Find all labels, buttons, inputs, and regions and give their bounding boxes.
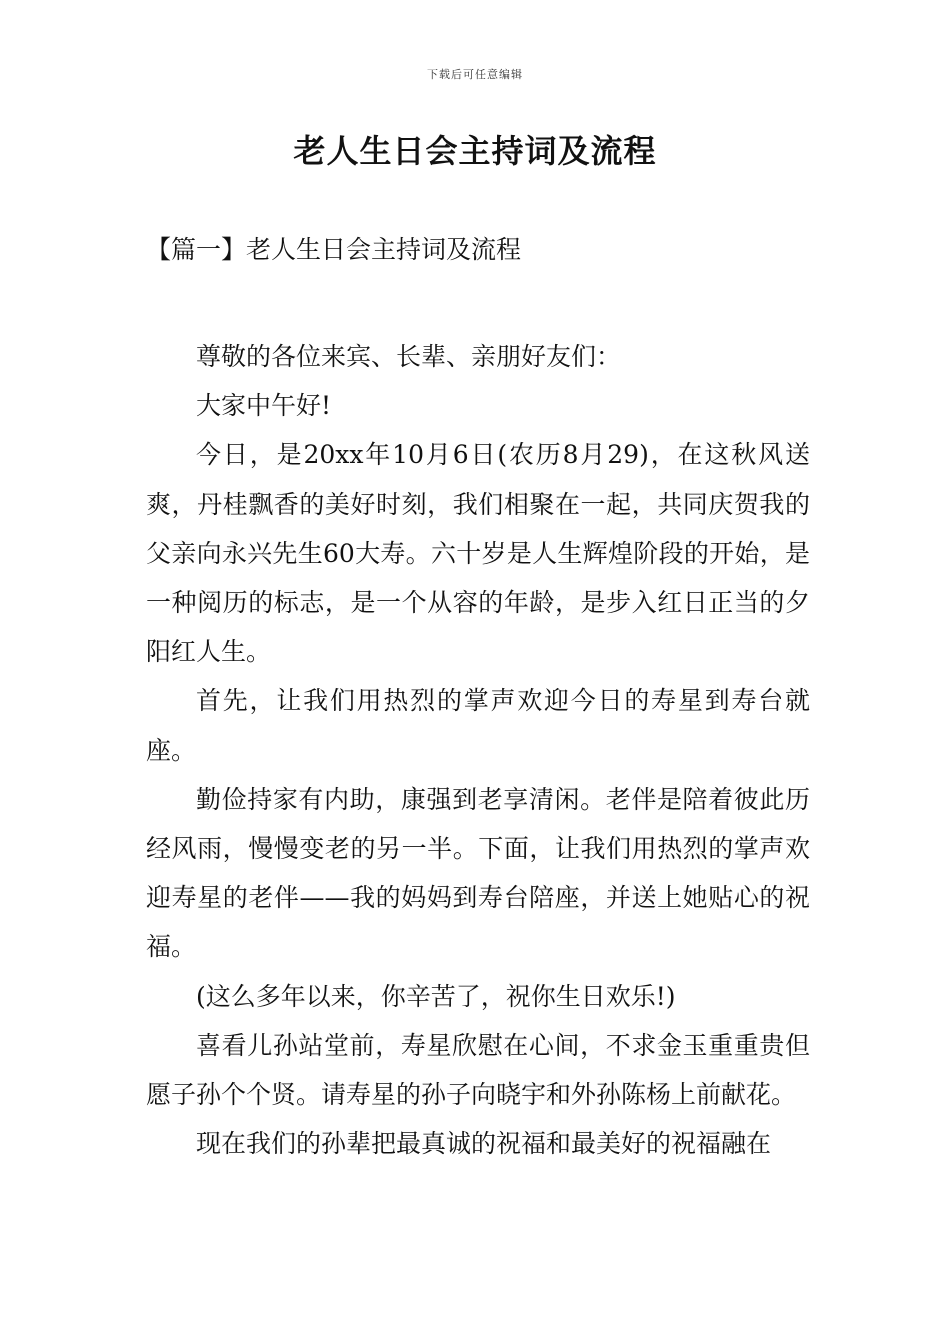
paragraph-hello: 大家中午好! (196, 391, 332, 421)
section-heading: 【篇一】老人生日会主持词及流程 (146, 235, 522, 264)
paragraph-grandchildren: 喜看儿孙站堂前，寿星欣慰在心间，不求金玉重重贵但愿子孙个个贤。请寿星的孙子向晓宇和外孙陈杨上前献花。 (146, 1030, 810, 1110)
document-title: 老人生日会主持词及流程 (293, 132, 657, 170)
paragraph-spouse: 勤俭持家有内助，康强到老享清闲。老伴是陪着彼此历经风雨，慢慢变老的另一半。下面，让我们用热烈的掌声欢迎寿星的老伴——我的妈妈到寿台陪座，并送上她贴心的祝福。 (146, 784, 810, 962)
body-text (146, 332, 810, 1168)
paragraph-greeting: 尊敬的各位来宾、长辈、亲朋好友们： (196, 342, 622, 371)
paragraph-blessing: 现在我们的孙辈把最真诚的祝福和最美好的祝福融在 (196, 1129, 772, 1159)
paragraph-wishes: (这么多年以来，你辛苦了，祝你生日欢乐!) (196, 981, 676, 1011)
paragraph-date: 今日，是20xx年10月6日(农历8月29)，在这秋风送爽，丹桂飘香的美好时刻，我们相聚在一起，共同庆贺我的父亲向永兴先生60大寿。六十岁是人生辉煌阶段的开始，是一种阅历的标志，是一个从容的年龄，是步入红日正当的夕阳红人生。 (146, 440, 810, 667)
paragraph-welcome: 首先，让我们用热烈的掌声欢迎今日的寿星到寿台就座。 (146, 686, 810, 765)
header-note: 下载后可任意编辑 (427, 68, 523, 81)
